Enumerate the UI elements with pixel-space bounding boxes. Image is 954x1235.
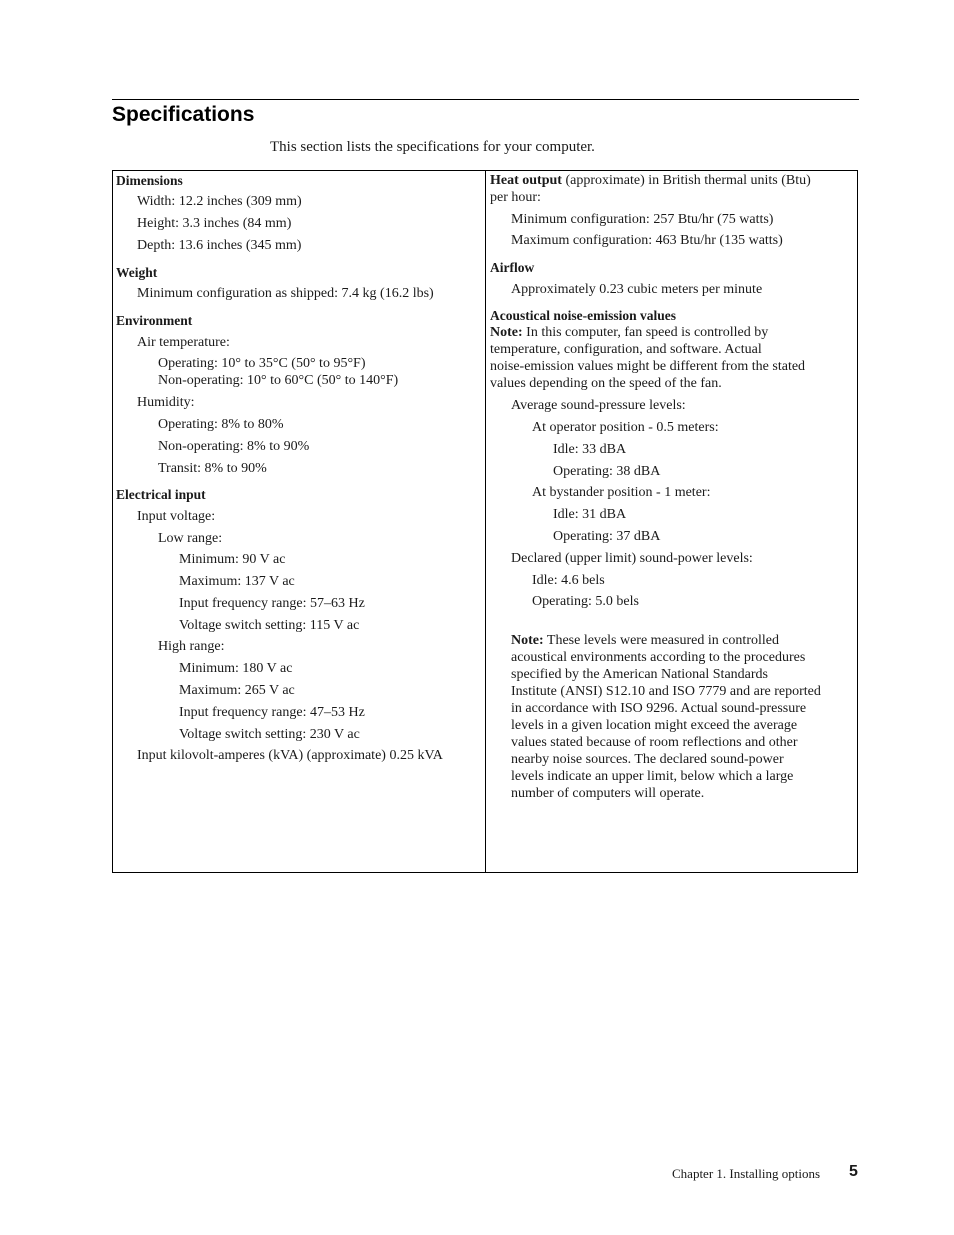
kva-value: Input kilovolt-amperes (kVA) (approximate) 0.25 kVA [137,748,443,763]
sound-power-label: Declared (upper limit) sound-power levels: [511,551,753,566]
low-range-label: Low range: [158,531,223,546]
high-switch-setting: Voltage switch setting: 230 V ac [179,727,360,742]
section-title: Specifications [112,103,255,126]
header-rule [112,99,859,100]
sound-pressure-label: Average sound-pressure levels: [511,398,686,413]
acoustic-note-line-1 [490,324,768,341]
input-voltage-label: Input voltage: [137,509,216,524]
heat-minimum: Minimum configuration: 257 Btu/hr (75 watts) [511,212,774,227]
note2-line-5: in accordance with ISO 9296. Actual sound-pressure [511,701,807,716]
note2-line-1 [511,632,779,649]
dimension-width: Width: 12.2 inches (309 mm) [137,194,302,209]
humidity-transit: Transit: 8% to 90% [158,461,267,476]
left-column [113,171,486,872]
acoustic-note-line-4: values depending on the speed of the fan. [490,376,722,391]
dimension-depth: Depth: 13.6 inches (345 mm) [137,238,302,253]
heat-output-heading: Heat output [490,173,562,188]
high-minimum: Minimum: 180 V ac [179,661,293,676]
humidity-label: Humidity: [137,395,195,410]
high-range-label: High range: [158,639,225,654]
note2-line-3: specified by the American National Standards [511,667,768,682]
intro-text: This section lists the specifications for your computer. [270,139,595,155]
acoustic-note-line-2: temperature, configuration, and software. Actual [490,342,762,357]
air-operating: Operating: 10° to 35°C (50° to 95°F) [158,356,366,371]
page-number: 5 [849,1163,858,1180]
humidity-non-operating: Non-operating: 8% to 90% [158,439,310,454]
airflow-heading: Airflow [490,260,535,275]
acoustic-note-line-3: noise-emission values might be different from the stated [490,359,806,374]
humidity-operating: Operating: 8% to 80% [158,417,284,432]
power-operating: Operating: 5.0 bels [532,594,639,609]
heat-output-description: (approximate) in British thermal units (Btu) [561,173,811,188]
operator-idle: Idle: 33 dBA [553,442,627,457]
air-temperature-label: Air temperature: [137,335,230,350]
acoustic-heading: Acoustical noise-emission values [490,308,677,323]
dimensions-heading: Dimensions [116,173,183,188]
low-minimum: Minimum: 90 V ac [179,552,286,567]
note2-label: Note: [511,633,544,648]
airflow-value: Approximately 0.23 cubic meters per minute [511,282,763,297]
acoustic-note-text: In this computer, fan speed is controlled by [522,325,769,340]
note2-line-4: Institute (ANSI) S12.10 and ISO 7779 and are reported [511,684,821,699]
note2-line-10: number of computers will operate. [511,786,705,801]
environment-heading: Environment [116,313,193,328]
specifications-table [112,170,858,873]
low-frequency: Input frequency range: 57–63 Hz [179,596,365,611]
bystander-operating: Operating: 37 dBA [553,529,661,544]
electrical-heading: Electrical input [116,487,206,502]
heat-maximum: Maximum configuration: 463 Btu/hr (135 watts) [511,233,783,248]
weight-value: Minimum configuration as shipped: 7.4 kg (16.2 lbs) [137,286,434,301]
note2-line-8: nearby noise sources. The declared sound-power [511,752,784,767]
power-idle: Idle: 4.6 bels [532,573,605,588]
weight-heading: Weight [116,265,158,280]
air-non-operating: Non-operating: 10° to 60°C (50° to 140°F) [158,373,399,388]
right-column [486,171,857,872]
heat-output-line-2: per hour: [490,190,541,205]
note2-line-9: levels indicate an upper limit, below which a large [511,769,794,784]
operator-operating: Operating: 38 dBA [553,464,661,479]
note2-line-6: levels in a given location might exceed the average [511,718,798,733]
footer-chapter: Chapter 1. Installing options [672,1166,821,1181]
note2-line-2: acoustical environments according to the procedures [511,650,806,665]
operator-position-label: At operator position - 0.5 meters: [532,420,719,435]
low-switch-setting: Voltage switch setting: 115 V ac [179,618,360,633]
acoustic-note-label: Note: [490,325,523,340]
heat-output-line-1 [490,172,811,189]
high-maximum: Maximum: 265 V ac [179,683,295,698]
high-frequency: Input frequency range: 47–53 Hz [179,705,365,720]
dimension-height: Height: 3.3 inches (84 mm) [137,216,292,231]
note2-line-7: values stated because of room reflections and other [511,735,798,750]
note2-text: These levels were measured in controlled [543,633,779,648]
bystander-position-label: At bystander position - 1 meter: [532,485,711,500]
low-maximum: Maximum: 137 V ac [179,574,295,589]
bystander-idle: Idle: 31 dBA [553,507,627,522]
